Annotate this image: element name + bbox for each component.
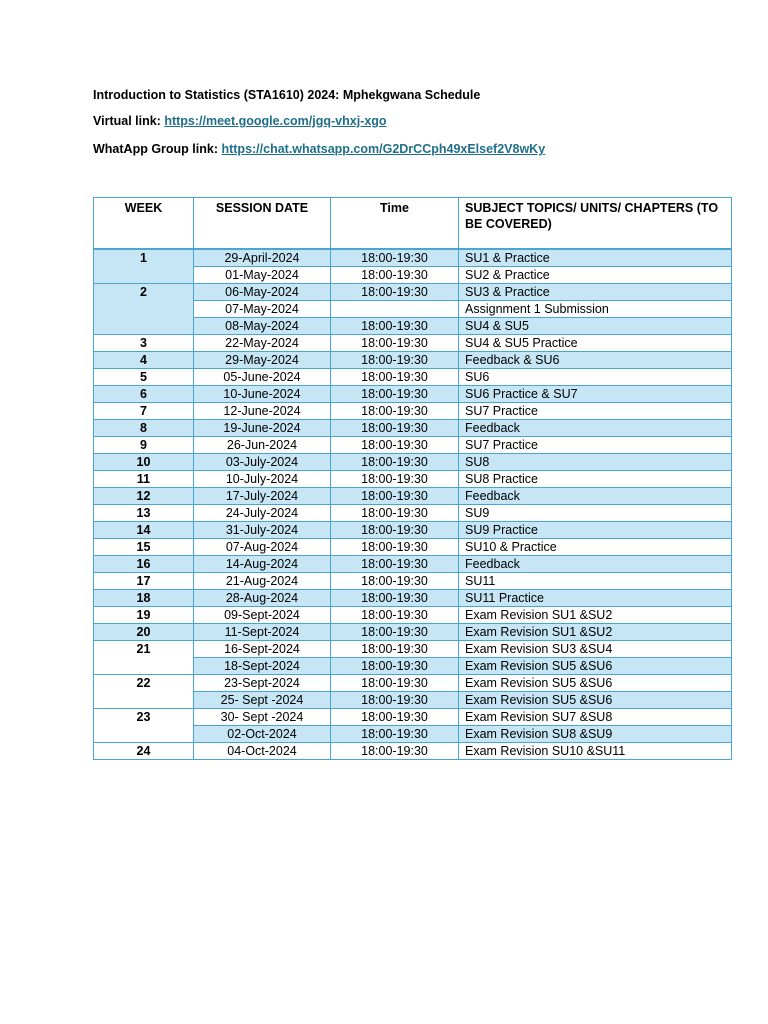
week-number: 14 — [94, 522, 194, 539]
table-row — [94, 369, 732, 386]
session-time: 18:00-19:30 — [331, 454, 459, 471]
table-row — [94, 573, 732, 590]
session-topic: SU11 Practice — [459, 590, 732, 607]
session-time: 18:00-19:30 — [331, 658, 459, 675]
session-time — [331, 301, 459, 318]
session-topic: Exam Revision SU1 &SU2 — [459, 607, 732, 624]
session-topic: SU2 & Practice — [459, 267, 732, 284]
table-row — [94, 471, 732, 488]
whatsapp-link-line — [93, 142, 545, 156]
week-number: 20 — [94, 624, 194, 641]
table-row — [94, 522, 732, 539]
session-topic: SU6 Practice & SU7 — [459, 386, 732, 403]
table-row — [94, 335, 732, 352]
table-row — [94, 590, 732, 607]
session-topic: Exam Revision SU5 &SU6 — [459, 658, 732, 675]
session-date: 02-Oct-2024 — [194, 726, 331, 743]
session-time: 18:00-19:30 — [331, 675, 459, 692]
session-topic: Exam Revision SU8 &SU9 — [459, 726, 732, 743]
session-time: 18:00-19:30 — [331, 267, 459, 284]
session-topic: SU9 Practice — [459, 522, 732, 539]
week-number: 2 — [94, 284, 194, 335]
session-date: 07-Aug-2024 — [194, 539, 331, 556]
session-time: 18:00-19:30 — [331, 352, 459, 369]
session-date: 26-Jun-2024 — [194, 437, 331, 454]
table-row — [94, 454, 732, 471]
week-number: 15 — [94, 539, 194, 556]
table-row — [94, 505, 732, 522]
session-date: 29-April-2024 — [194, 249, 331, 267]
table-row — [94, 624, 732, 641]
session-date: 11-Sept-2024 — [194, 624, 331, 641]
session-date: 09-Sept-2024 — [194, 607, 331, 624]
session-topic: SU3 & Practice — [459, 284, 732, 301]
session-date: 29-May-2024 — [194, 352, 331, 369]
table-row — [94, 539, 732, 556]
session-date: 05-June-2024 — [194, 369, 331, 386]
session-topic: SU6 — [459, 369, 732, 386]
session-date: 21-Aug-2024 — [194, 573, 331, 590]
session-date: 04-Oct-2024 — [194, 743, 331, 760]
session-date: 31-July-2024 — [194, 522, 331, 539]
week-number: 23 — [94, 709, 194, 743]
session-time: 18:00-19:30 — [331, 471, 459, 488]
session-time: 18:00-19:30 — [331, 437, 459, 454]
session-time: 18:00-19:30 — [331, 590, 459, 607]
table-row — [94, 556, 732, 573]
session-topic: SU1 & Practice — [459, 249, 732, 267]
session-topic: SU4 & SU5 — [459, 318, 732, 335]
virtual-link[interactable]: https://meet.google.com/jgq-vhxj-xgo — [164, 114, 387, 128]
table-row — [94, 284, 732, 301]
table-row — [94, 488, 732, 505]
table-row — [94, 352, 732, 369]
session-topic: SU10 & Practice — [459, 539, 732, 556]
session-topic: SU7 Practice — [459, 403, 732, 420]
session-time: 18:00-19:30 — [331, 607, 459, 624]
session-date: 30- Sept -2024 — [194, 709, 331, 726]
table-row — [94, 607, 732, 624]
table-header-row — [94, 198, 732, 250]
session-date: 23-Sept-2024 — [194, 675, 331, 692]
week-number: 6 — [94, 386, 194, 403]
session-date: 17-July-2024 — [194, 488, 331, 505]
session-date: 01-May-2024 — [194, 267, 331, 284]
session-date: 03-July-2024 — [194, 454, 331, 471]
session-time: 18:00-19:30 — [331, 573, 459, 590]
session-date: 22-May-2024 — [194, 335, 331, 352]
session-time: 18:00-19:30 — [331, 284, 459, 301]
table-row — [94, 641, 732, 658]
session-topic: Exam Revision SU7 &SU8 — [459, 709, 732, 726]
session-date: 16-Sept-2024 — [194, 641, 331, 658]
week-number: 21 — [94, 641, 194, 675]
week-number: 1 — [94, 249, 194, 284]
session-topic: Feedback — [459, 556, 732, 573]
session-topic: SU4 & SU5 Practice — [459, 335, 732, 352]
column-header-time: Time — [331, 198, 459, 250]
session-date: 19-June-2024 — [194, 420, 331, 437]
week-number: 3 — [94, 335, 194, 352]
session-date: 18-Sept-2024 — [194, 658, 331, 675]
week-number: 19 — [94, 607, 194, 624]
session-time: 18:00-19:30 — [331, 522, 459, 539]
session-date: 12-June-2024 — [194, 403, 331, 420]
table-row — [94, 249, 732, 267]
session-topic: Exam Revision SU1 &SU2 — [459, 624, 732, 641]
week-number: 17 — [94, 573, 194, 590]
session-date: 25- Sept -2024 — [194, 692, 331, 709]
session-topic: SU9 — [459, 505, 732, 522]
table-row — [94, 437, 732, 454]
session-time: 18:00-19:30 — [331, 726, 459, 743]
document-title: Introduction to Statistics (STA1610) 2024: Mphekgwana Schedule — [93, 88, 481, 102]
column-header-session-date: SESSION DATE — [194, 198, 331, 250]
session-topic: SU8 Practice — [459, 471, 732, 488]
whatsapp-link-label: WhatApp Group link: — [93, 142, 222, 156]
week-number: 7 — [94, 403, 194, 420]
session-time: 18:00-19:30 — [331, 403, 459, 420]
week-number: 10 — [94, 454, 194, 471]
virtual-link-label: Virtual link: — [93, 114, 165, 128]
session-topic: SU8 — [459, 454, 732, 471]
week-number: 16 — [94, 556, 194, 573]
session-time: 18:00-19:30 — [331, 335, 459, 352]
session-date: 10-July-2024 — [194, 471, 331, 488]
session-time: 18:00-19:30 — [331, 488, 459, 505]
session-time: 18:00-19:30 — [331, 743, 459, 760]
table-row — [94, 743, 732, 760]
session-topic: Assignment 1 Submission — [459, 301, 732, 318]
session-topic: Exam Revision SU10 &SU11 — [459, 743, 732, 760]
session-date: 07-May-2024 — [194, 301, 331, 318]
session-topic: Exam Revision SU5 &SU6 — [459, 675, 732, 692]
week-number: 22 — [94, 675, 194, 709]
session-time: 18:00-19:30 — [331, 420, 459, 437]
virtual-link-line — [93, 114, 387, 128]
table-row — [94, 709, 732, 726]
session-date: 10-June-2024 — [194, 386, 331, 403]
session-time: 18:00-19:30 — [331, 641, 459, 658]
session-topic: Exam Revision SU3 &SU4 — [459, 641, 732, 658]
session-time: 18:00-19:30 — [331, 709, 459, 726]
session-time: 18:00-19:30 — [331, 539, 459, 556]
session-time: 18:00-19:30 — [331, 505, 459, 522]
session-topic: SU7 Practice — [459, 437, 732, 454]
week-number: 8 — [94, 420, 194, 437]
session-time: 18:00-19:30 — [331, 249, 459, 267]
session-date: 06-May-2024 — [194, 284, 331, 301]
session-time: 18:00-19:30 — [331, 369, 459, 386]
column-header-week: WEEK — [94, 198, 194, 250]
whatsapp-link[interactable]: https://chat.whatsapp.com/G2DrCCph49xElsef2V8wKy — [221, 142, 546, 156]
week-number: 24 — [94, 743, 194, 760]
table-row — [94, 403, 732, 420]
week-number: 5 — [94, 369, 194, 386]
week-number: 4 — [94, 352, 194, 369]
session-time: 18:00-19:30 — [331, 318, 459, 335]
table-row — [94, 386, 732, 403]
table-row — [94, 675, 732, 692]
session-time: 18:00-19:30 — [331, 386, 459, 403]
session-time: 18:00-19:30 — [331, 624, 459, 641]
session-topic: Feedback & SU6 — [459, 352, 732, 369]
session-date: 08-May-2024 — [194, 318, 331, 335]
session-topic: SU11 — [459, 573, 732, 590]
table-row — [94, 420, 732, 437]
schedule-body — [94, 249, 732, 760]
week-number: 18 — [94, 590, 194, 607]
session-time: 18:00-19:30 — [331, 556, 459, 573]
session-topic: Feedback — [459, 488, 732, 505]
session-time: 18:00-19:30 — [331, 692, 459, 709]
session-topic: Exam Revision SU5 &SU6 — [459, 692, 732, 709]
column-header-topics: SUBJECT TOPICS/ UNITS/ CHAPTERS (TO BE COVERED) — [459, 198, 732, 250]
session-topic: Feedback — [459, 420, 732, 437]
week-number: 12 — [94, 488, 194, 505]
session-date: 28-Aug-2024 — [194, 590, 331, 607]
schedule-table — [93, 197, 732, 760]
session-date: 14-Aug-2024 — [194, 556, 331, 573]
week-number: 13 — [94, 505, 194, 522]
week-number: 9 — [94, 437, 194, 454]
week-number: 11 — [94, 471, 194, 488]
session-date: 24-July-2024 — [194, 505, 331, 522]
